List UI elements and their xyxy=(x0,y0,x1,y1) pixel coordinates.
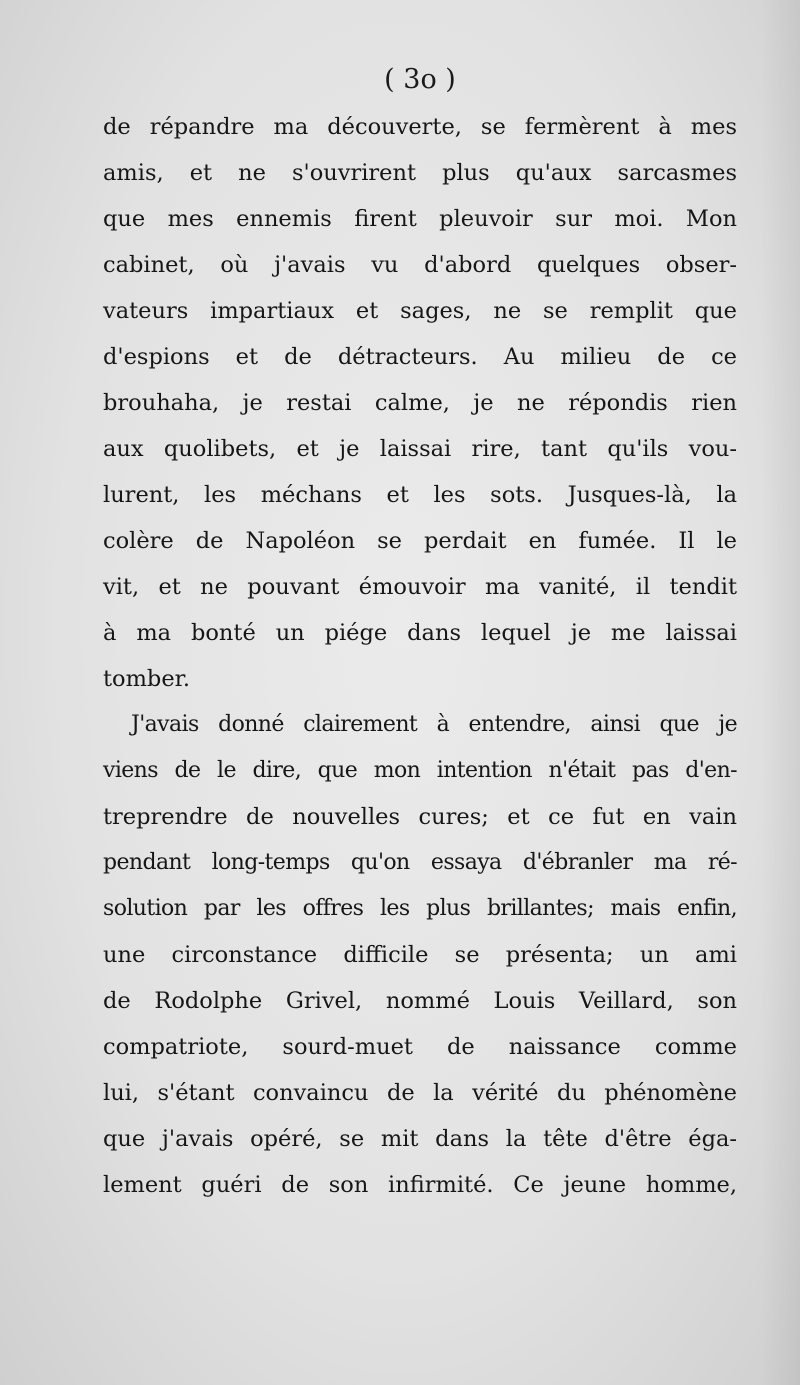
paragraph-end-line: tomber. xyxy=(103,666,191,692)
body-text xyxy=(103,104,737,1208)
text-line: lui, s'étant convaincu de la vérité du phénomène xyxy=(103,1080,737,1106)
text-line: à ma bonté un piége dans lequel je me laissai xyxy=(103,620,737,646)
text-line: vit, et ne pouvant émouvoir ma vanité, il tendit xyxy=(103,574,737,600)
text-line: lurent, les méchans et les sots. Jusques-là, la xyxy=(103,482,737,508)
text-line: solution par les offres les plus brillantes; mais enfin, xyxy=(103,896,737,921)
text-line: colère de Napoléon se perdait en fumée. Il le xyxy=(103,528,737,554)
text-line: lement guéri de son infirmité. Ce jeune homme, xyxy=(103,1172,737,1198)
text-line: une circonstance difficile se présenta; un ami xyxy=(103,942,737,968)
text-line: que mes ennemis firent pleuvoir sur moi. Mon xyxy=(103,206,737,232)
page-number: ( 3o ) xyxy=(384,64,456,95)
text-line: pendant long-temps qu'on essaya d'ébranler ma ré- xyxy=(103,850,737,875)
text-line: viens de le dire, que mon intention n'était pas d'en- xyxy=(103,758,737,783)
text-line: amis, et ne s'ouvrirent plus qu'aux sarcasmes xyxy=(103,160,737,186)
text-line: d'espions et de détracteurs. Au milieu de ce xyxy=(103,344,737,370)
text-line: treprendre de nouvelles cures; et ce fut en vain xyxy=(103,804,737,830)
text-line: brouhaha, je restai calme, je ne répondis rien xyxy=(103,390,737,416)
text-line: de répandre ma découverte, se fermèrent à mes xyxy=(103,114,737,140)
page-edge-shadow xyxy=(760,0,800,1385)
text-line: vateurs impartiaux et sages, ne se remplit que xyxy=(103,298,737,324)
text-line: que j'avais opéré, se mit dans la tête d'être éga- xyxy=(103,1126,737,1152)
text-line: aux quolibets, et je laissai rire, tant qu'ils vou- xyxy=(103,436,737,462)
text-line: cabinet, où j'avais vu d'abord quelques obser- xyxy=(103,252,737,278)
text-line: de Rodolphe Grivel, nommé Louis Veillard, son xyxy=(103,988,737,1014)
paragraph-start-line: J'avais donné clairement à entendre, ainsi que je xyxy=(131,712,737,737)
text-line: compatriote, sourd-muet de naissance comme xyxy=(103,1034,737,1060)
